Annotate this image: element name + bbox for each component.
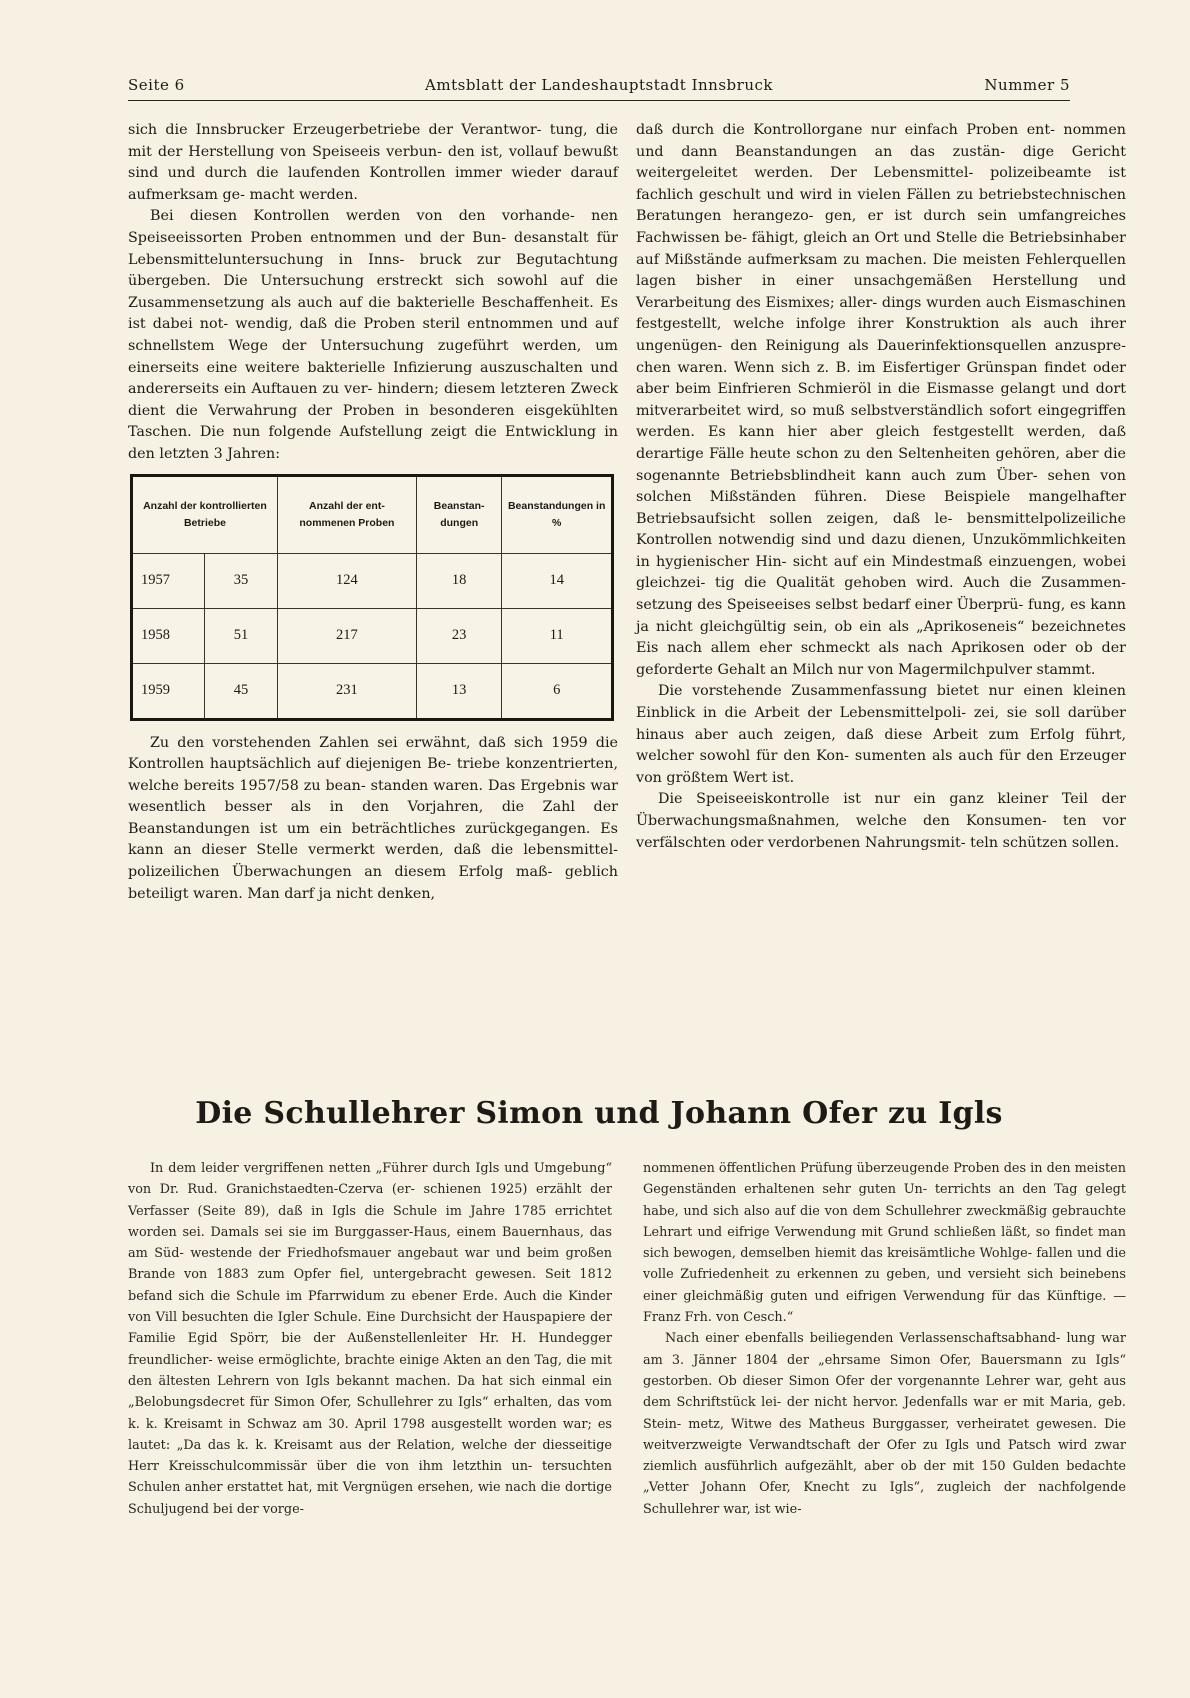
cell-prozent: 14 — [502, 553, 611, 608]
article1-left-column — [128, 120, 618, 905]
article1-paragraph: Die vorstehende Zusammenfassung bietet nur einen kleinen Einblick in die Arbeit der Lebensmittelpoli- zei, sie soll darüber hinaus aber auch zeigen, daß diese Arbeit zum Erfolg führt, welcher sowohl für den Kon- sumenten als auch für den Erzeuger von größtem Wert ist. — [636, 683, 1126, 786]
article1-paragraph: Bei diesen Kontrollen werden von den vorhande- nen Speiseeissorten Proben entnommen und der Bun- desanstalt für Lebensmitteluntersuchung in Inns- bruck zur Begutachtung übergeben. Die Untersuchung erstreckt sich sowohl auf die Zusammensetzung als auch auf die bakterielle Beschaffenheit. Es ist dabei not- wendig, daß die Proben steril entnommen und auf schnellstem Wege der Untersuchung zugeführt werden, um einerseits eine weitere bakterielle Infizierung auszuschalten und andererseits ein Auftauen zu ver- hindern; diesem letzteren Zweck dient die Verwahrung der Proben in besonderen eisgekühlten Taschen. Die nun folgende Aufstellung zeigt die Entwicklung in den letzten 3 Jahren: — [128, 208, 618, 462]
article2-left-column — [128, 1158, 612, 1520]
publication-title: Amtsblatt der Landeshauptstadt Innsbruck — [425, 76, 773, 94]
cell-betriebe: 35 — [205, 553, 278, 608]
cell-beanstandungen: 13 — [416, 663, 501, 718]
table-row — [133, 553, 611, 608]
article1-paragraph: Die Speiseeiskontrolle ist nur ein ganz kleiner Teil der Überwachungsmaßnahmen, welche den Konsumen- ten vor verfälschten oder verdorbenen Nahrungsmit- teln schützen sollen. — [636, 791, 1126, 851]
page-number: Seite 6 — [128, 76, 185, 94]
cell-beanstandungen: 18 — [416, 553, 501, 608]
cell-proben: 124 — [277, 553, 416, 608]
statistics-table — [130, 474, 614, 721]
col-header-betriebe: Anzahl der kontrollierten Betriebe — [133, 477, 277, 554]
col-header-proben: Anzahl der ent- nommenen Proben — [277, 477, 416, 554]
cell-proben: 217 — [277, 608, 416, 663]
cell-proben: 231 — [277, 663, 416, 718]
article1-paragraph: Zu den vorstehenden Zahlen sei erwähnt, daß sich 1959 die Kontrollen hauptsächlich auf diejenigen Be- triebe konzentrierten, welche bereits 1957/58 zu bean- standen waren. Das Ergebnis war wesentlich besser als in den Vorjahren, die Zahl der Beanstandungen ist um ein beträchtliches zurückgegangen. Es kann an dieser Stelle vermerkt werden, daß die lebensmittel- polizeilichen Überwachungen an diesem Erfolg maß- geblich beteiligt waren. Man darf ja nicht denken, — [128, 734, 618, 902]
article2-paragraph: nommenen öffentlichen Prüfung überzeugende Proben des in den meisten Gegenständen erhaltenen sehr guten Un- terrichts an den Tag gelegt habe, und sich also auf die von dem Schullehrer zweckmäßig gebrauchte Lehrart und eifrige Verwendung mit Grund schließen läßt, so findet man sich bewogen, demselben hiemit das kreisämtliche Wohlge- fallen und die volle Zufriedenheit zu erkennen zu geben, und versieht sich beinebens einer gleichmäßig guten und eifrigen Verwendung für das Künftige. — Franz Frh. von Cesch.“ — [643, 1161, 1126, 1326]
page-header — [128, 76, 1070, 98]
article1-paragraph: daß durch die Kontrollorgane nur einfach Proben ent- nommen und dann Beanstandungen an das zustän- dige Gericht weitergeleitet werden. Der Lebensmittel- polizeibeamte ist fachlich geschult und wird in vielen Fällen zu betriebstechnischen Beratungen herangezo- gen, er ist durch sein umfangreiches Fachwissen be- fähigt, gleich an Ort und Stelle die Betriebsinhaber auf Mißstände aufmerksam zu machen. Die meisten Fehlerquellen lagen bisher in einer unsachgemäßen Herstellung und Verarbeitung des Eismixes; aller- dings wurden auch Eismaschinen festgestellt, welche infolge ihrer Konstruktion als auch ihrer ungenügen- den Reinigung als Dauerinfektionsquellen anzuspre- chen waren. Wenn sich z. B. im Eisfertiger Grünspan findet oder aber beim Einfrieren Schmieröl in die Eismasse gelangt und dort mitverarbeitet wird, so muß selbstverständlich sofort eingegriffen werden. Es kann hier aber gleich festgestellt werden, daß derartige Fälle heute schon zu den Seltenheiten gehören, aber die sogenannte Betriebsblindheit kann auch zum Über- sehen von solchen Mißständen führen. Diese Beispiele mangelhafter Betriebsaufsicht sollen zeigen, daß le- bensmittelpolizeiliche Kontrollen notwendig sind und dazu dienen, Unzukömmlichkeiten in hygienischer Hin- sicht auf ein Mindestmaß einzuengen, wobei gleichzei- tig die Qualität gehoben wird. Auch die Zusammen- setzung des Speiseeises selbst bedarf einer Überprü- fung, es kann ja nicht gleichgültig sein, ob ein als „Aprikoseneis“ bezeichnetes Eis nach allem eher schmeckt als nach Aprikosen oder ob der geforderte Gehalt an Milch nur von Magermilchpulver stammt. — [636, 122, 1126, 678]
row-year: 1958 — [133, 608, 205, 663]
cell-prozent: 6 — [502, 663, 611, 718]
article1-right-column — [636, 120, 1126, 854]
table-row — [133, 663, 611, 718]
col-header-prozent: Beanstandungen in % — [502, 477, 611, 554]
article2-paragraph: Nach einer ebenfalls beiliegenden Verlassenschaftsabhand- lung war am 3. Jänner 1804 der „ehrsame Simon Ofer, Bauersmann zu Igls“ gestorben. Ob dieser Simon Ofer der vorgenannte Lehrer war, geht aus dem Schriftstück lei- der nicht hervor. Jedenfalls war er mit Maria, geb. Stein- metz, Witwe des Matheus Burggasser, verheiratet gewesen. Die weitverzweigte Verwandtschaft der Ofer zu Igls und Patsch wird zwar ziemlich ausführlich aufgezählt, aber ob der mit 150 Gulden bedachte „Vetter Johann Ofer, Knecht zu Igls“, zugleich der nachfolgende Schullehrer war, ist wie- — [643, 1331, 1126, 1517]
header-rule — [128, 100, 1070, 101]
article2-right-column — [643, 1158, 1126, 1520]
cell-beanstandungen: 23 — [416, 608, 501, 663]
article1-paragraph: sich die Innsbrucker Erzeugerbetriebe der Verantwor- tung, die mit der Herstellung von Speiseeis verbun- den ist, vollauf bewußt sind und durch die laufenden Kontrollen immer wieder darauf aufmerksam ge- macht werden. — [128, 122, 618, 203]
article2-paragraph: In dem leider vergriffenen netten „Führer durch Igls und Umgebung“ von Dr. Rud. Granichstaedten-Czerva (er- schienen 1925) erzählt der Verfasser (Seite 89), daß in Igls die Schule im Jahre 1785 errichtet worden sei. Damals sei sie im Burggasser-Haus, einem Bauernhaus, das am Süd- westende der Friedhofsmauer angebaut war und beim großen Brande von 1883 zum Opfer fiel, untergebracht gewesen. Seit 1812 befand sich die Schule im Pfarrwidum zu ebener Erde. Auch die Kinder von Vill besuchten die Igler Schule. Eine Durchsicht der Hauspapiere der Familie Egid Spörr, bie der Außenstellenleiter Hr. H. Hundegger freundlicher- weise ermöglichte, brachte einige Akten an den Tag, die mit den ältesten Lehrern von Igls bekannt machen. Da hat sich einmal ein „Belobungsdecret für Simon Ofer, Schullehrer zu Igls“ erhalten, das vom k. k. Kreisamt in Schwaz am 30. April 1798 ausgestellt worden war; es lautet: „Da das k. k. Kreisamt aus der Relation, welche der diesseitige Herr Kreisschulcommissär über die von ihm letzthin un- tersuchten Schulen anher erstattet hat, mit Vergnügen ersehen, wie nach die dortige Schuljugend bei der vorge- — [128, 1161, 612, 1517]
article2-title: Die Schullehrer Simon und Johann Ofer zu Igls — [195, 1096, 1003, 1131]
row-year: 1959 — [133, 663, 205, 718]
cell-betriebe: 45 — [205, 663, 278, 718]
row-year: 1957 — [133, 553, 205, 608]
issue-number: Nummer 5 — [984, 76, 1070, 94]
table-row — [133, 608, 611, 663]
cell-betriebe: 51 — [205, 608, 278, 663]
col-header-beanstandungen: Beanstan- dungen — [416, 477, 501, 554]
cell-prozent: 11 — [502, 608, 611, 663]
